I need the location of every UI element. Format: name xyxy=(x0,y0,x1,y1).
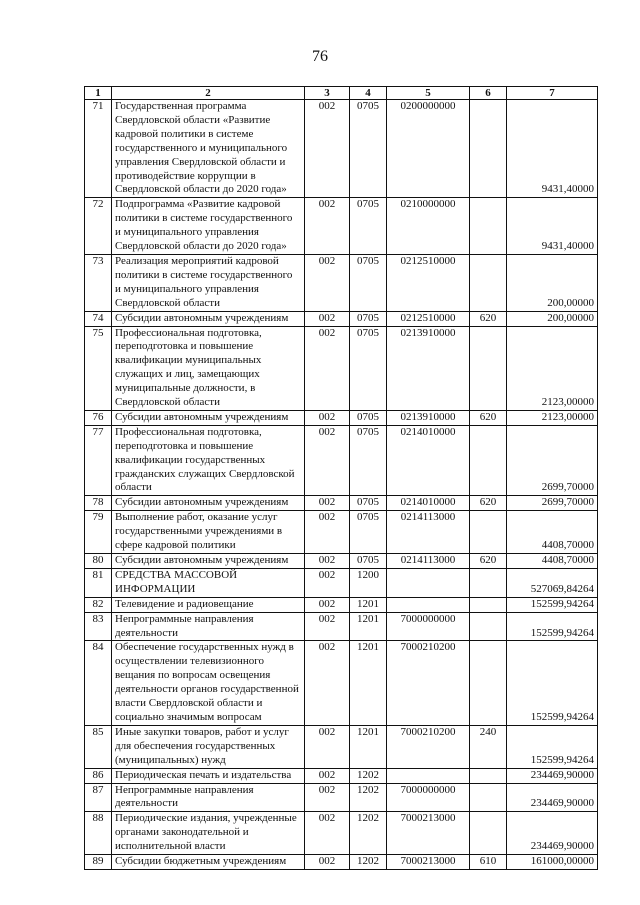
target-article-code: 0213910000 xyxy=(387,326,470,410)
ministry-code: 002 xyxy=(305,198,350,255)
table-row xyxy=(85,311,598,326)
column-header: 7 xyxy=(507,87,598,100)
ministry-code: 002 xyxy=(305,410,350,425)
ministry-code: 002 xyxy=(305,612,350,641)
row-number: 86 xyxy=(85,768,112,783)
item-name: Периодическая печать и издательства xyxy=(112,768,305,783)
expense-type-code xyxy=(470,597,507,612)
budget-table xyxy=(84,86,598,870)
target-article-code xyxy=(387,568,470,597)
column-header: 5 xyxy=(387,87,470,100)
item-name: Субсидии бюджетным учреждениям xyxy=(112,855,305,870)
target-article-code xyxy=(387,597,470,612)
table-row xyxy=(85,425,598,496)
page-number: 76 xyxy=(312,48,328,65)
expense-type-code xyxy=(470,198,507,255)
section-code: 1201 xyxy=(350,612,387,641)
expense-type-code xyxy=(470,100,507,198)
column-header: 2 xyxy=(112,87,305,100)
expense-type-code xyxy=(470,425,507,496)
item-name: Государственная программа Свердловской области «Развитие кадровой политики в системе государственного и муниципального управления Свердловской области и противодействие коррупции в Свердловской области до 2020 года» xyxy=(112,100,305,198)
amount: 234469,90000 xyxy=(507,783,598,812)
expense-type-code: 620 xyxy=(470,496,507,511)
target-article-code: 0210000000 xyxy=(387,198,470,255)
amount: 9431,40000 xyxy=(507,100,598,198)
target-article-code: 7000000000 xyxy=(387,612,470,641)
expense-type-code xyxy=(470,568,507,597)
table-row xyxy=(85,198,598,255)
column-header: 6 xyxy=(470,87,507,100)
target-article-code: 0213910000 xyxy=(387,410,470,425)
section-code: 1200 xyxy=(350,568,387,597)
row-number: 74 xyxy=(85,311,112,326)
row-number: 76 xyxy=(85,410,112,425)
item-name: СРЕДСТВА МАССОВОЙ ИНФОРМАЦИИ xyxy=(112,568,305,597)
section-code: 1202 xyxy=(350,812,387,855)
row-number: 89 xyxy=(85,855,112,870)
expense-type-code xyxy=(470,326,507,410)
row-number: 80 xyxy=(85,554,112,569)
table-row xyxy=(85,554,598,569)
item-name: Субсидии автономным учреждениям xyxy=(112,311,305,326)
item-name: Подпрограмма «Развитие кадровой политики в системе государственного и муниципального управления Свердловской области до 2020 года» xyxy=(112,198,305,255)
section-code: 0705 xyxy=(350,254,387,311)
table-row xyxy=(85,496,598,511)
row-number: 79 xyxy=(85,511,112,554)
expense-type-code xyxy=(470,641,507,725)
item-name: Профессиональная подготовка, переподготовка и повышение квалификации муниципальных служащих и лиц, замещающих муниципальные должности, в Свердловской области xyxy=(112,326,305,410)
header-row xyxy=(85,87,598,100)
target-article-code: 7000210200 xyxy=(387,641,470,725)
ministry-code: 002 xyxy=(305,783,350,812)
expense-type-code xyxy=(470,768,507,783)
expense-type-code xyxy=(470,612,507,641)
item-name: Телевидение и радиовещание xyxy=(112,597,305,612)
amount: 152599,94264 xyxy=(507,641,598,725)
expense-type-code xyxy=(470,783,507,812)
amount: 234469,90000 xyxy=(507,812,598,855)
target-article-code: 0214113000 xyxy=(387,554,470,569)
amount: 200,00000 xyxy=(507,254,598,311)
item-name: Иные закупки товаров, работ и услуг для обеспечения государственных (муниципальных) нужд xyxy=(112,725,305,768)
expense-type-code: 240 xyxy=(470,725,507,768)
target-article-code: 0214010000 xyxy=(387,425,470,496)
section-code: 0705 xyxy=(350,496,387,511)
target-article-code: 0212510000 xyxy=(387,311,470,326)
section-code: 1202 xyxy=(350,783,387,812)
item-name: Обеспечение государственных нужд в осуществлении телевизионного вещания по вопросам освещения деятельности органов государственной власти Свердловской области и социально значимым вопросам xyxy=(112,641,305,725)
target-article-code: 0214113000 xyxy=(387,511,470,554)
section-code: 0705 xyxy=(350,326,387,410)
amount: 2123,00000 xyxy=(507,326,598,410)
ministry-code: 002 xyxy=(305,254,350,311)
expense-type-code xyxy=(470,812,507,855)
item-name: Непрограммные направления деятельности xyxy=(112,783,305,812)
row-number: 75 xyxy=(85,326,112,410)
ministry-code: 002 xyxy=(305,100,350,198)
target-article-code: 0200000000 xyxy=(387,100,470,198)
expense-type-code xyxy=(470,511,507,554)
amount: 234469,90000 xyxy=(507,768,598,783)
column-header: 1 xyxy=(85,87,112,100)
amount: 152599,94264 xyxy=(507,597,598,612)
amount: 200,00000 xyxy=(507,311,598,326)
amount: 2123,00000 xyxy=(507,410,598,425)
ministry-code: 002 xyxy=(305,768,350,783)
amount: 4408,70000 xyxy=(507,511,598,554)
row-number: 87 xyxy=(85,783,112,812)
item-name: Реализация мероприятий кадровой политики в системе государственного и муниципального управления Свердловской области xyxy=(112,254,305,311)
row-number: 78 xyxy=(85,496,112,511)
section-code: 0705 xyxy=(350,311,387,326)
table-row xyxy=(85,568,598,597)
amount: 152599,94264 xyxy=(507,725,598,768)
ministry-code: 002 xyxy=(305,311,350,326)
item-name: Субсидии автономным учреждениям xyxy=(112,410,305,425)
table-row xyxy=(85,511,598,554)
expense-type-code: 620 xyxy=(470,311,507,326)
ministry-code: 002 xyxy=(305,597,350,612)
table-row xyxy=(85,768,598,783)
amount: 4408,70000 xyxy=(507,554,598,569)
target-article-code: 7000213000 xyxy=(387,855,470,870)
row-number: 77 xyxy=(85,425,112,496)
table-row xyxy=(85,641,598,725)
expense-type-code xyxy=(470,254,507,311)
table-row xyxy=(85,597,598,612)
target-article-code: 7000210200 xyxy=(387,725,470,768)
section-code: 0705 xyxy=(350,554,387,569)
amount: 161000,00000 xyxy=(507,855,598,870)
row-number: 88 xyxy=(85,812,112,855)
table-row xyxy=(85,783,598,812)
ministry-code: 002 xyxy=(305,326,350,410)
target-article-code: 7000213000 xyxy=(387,812,470,855)
ministry-code: 002 xyxy=(305,511,350,554)
table-row xyxy=(85,410,598,425)
section-code: 0705 xyxy=(350,198,387,255)
amount: 152599,94264 xyxy=(507,612,598,641)
target-article-code: 0214010000 xyxy=(387,496,470,511)
ministry-code: 002 xyxy=(305,725,350,768)
table-row xyxy=(85,100,598,198)
ministry-code: 002 xyxy=(305,554,350,569)
section-code: 0705 xyxy=(350,100,387,198)
item-name: Непрограммные направления деятельности xyxy=(112,612,305,641)
row-number: 81 xyxy=(85,568,112,597)
table-row xyxy=(85,254,598,311)
ministry-code: 002 xyxy=(305,425,350,496)
item-name: Выполнение работ, оказание услуг государственными учреждениями в сфере кадровой политики xyxy=(112,511,305,554)
row-number: 72 xyxy=(85,198,112,255)
row-number: 85 xyxy=(85,725,112,768)
table-row xyxy=(85,725,598,768)
section-code: 1202 xyxy=(350,855,387,870)
row-number: 73 xyxy=(85,254,112,311)
expense-type-code: 620 xyxy=(470,554,507,569)
table-row xyxy=(85,612,598,641)
table-row xyxy=(85,855,598,870)
section-code: 0705 xyxy=(350,410,387,425)
section-code: 1202 xyxy=(350,768,387,783)
ministry-code: 002 xyxy=(305,855,350,870)
ministry-code: 002 xyxy=(305,641,350,725)
section-code: 1201 xyxy=(350,597,387,612)
target-article-code: 7000000000 xyxy=(387,783,470,812)
item-name: Периодические издания, учрежденные органами законодательной и исполнительной власти xyxy=(112,812,305,855)
table-row xyxy=(85,812,598,855)
expense-type-code: 620 xyxy=(470,410,507,425)
item-name: Субсидии автономным учреждениям xyxy=(112,496,305,511)
expense-type-code: 610 xyxy=(470,855,507,870)
section-code: 1201 xyxy=(350,725,387,768)
amount: 2699,70000 xyxy=(507,496,598,511)
ministry-code: 002 xyxy=(305,496,350,511)
row-number: 84 xyxy=(85,641,112,725)
item-name: Субсидии автономным учреждениям xyxy=(112,554,305,569)
amount: 2699,70000 xyxy=(507,425,598,496)
amount: 527069,84264 xyxy=(507,568,598,597)
ministry-code: 002 xyxy=(305,568,350,597)
ministry-code: 002 xyxy=(305,812,350,855)
table-row xyxy=(85,326,598,410)
item-name: Профессиональная подготовка, переподготовка и повышение квалификации государственных гражданских служащих Свердловской области xyxy=(112,425,305,496)
column-header: 3 xyxy=(305,87,350,100)
section-code: 0705 xyxy=(350,425,387,496)
column-header: 4 xyxy=(350,87,387,100)
row-number: 82 xyxy=(85,597,112,612)
target-article-code: 0212510000 xyxy=(387,254,470,311)
row-number: 71 xyxy=(85,100,112,198)
amount: 9431,40000 xyxy=(507,198,598,255)
section-code: 1201 xyxy=(350,641,387,725)
row-number: 83 xyxy=(85,612,112,641)
section-code: 0705 xyxy=(350,511,387,554)
target-article-code xyxy=(387,768,470,783)
